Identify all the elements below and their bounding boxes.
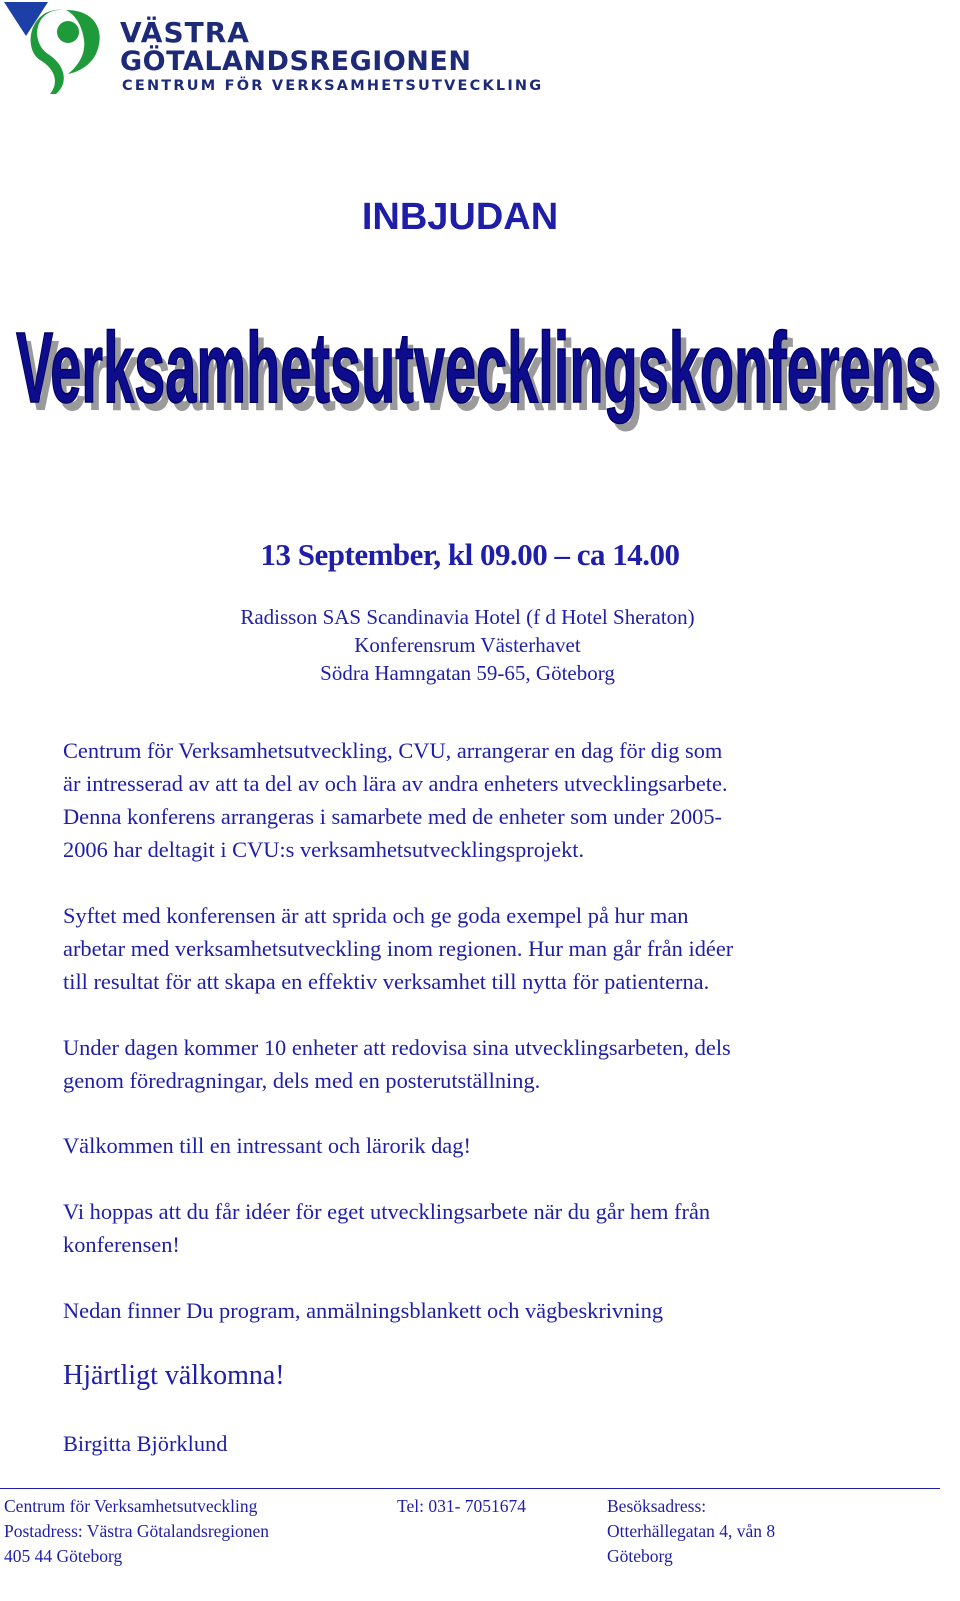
signature: Birgitta Björklund (63, 1431, 228, 1456)
wordart-shadow: Verksamhetsutvecklingskonferens (22, 320, 943, 432)
venue-room: Konferensrum Västerhavet (354, 633, 581, 657)
paragraph-purpose-line: Syftet med konferensen är att sprida och ge goda exempel på hur man (63, 903, 689, 928)
paragraph-agenda-line: Under dagen kommer 10 enheter att redovisa sina utvecklingsarbeten, dels (63, 1035, 731, 1060)
venue-hotel: Radisson SAS Scandinavia Hotel (f d Hotel Sheraton) (240, 605, 695, 629)
paragraph-intro-line: 2006 har deltagit i CVU:s verksamhetsutvecklingsprojekt. (63, 837, 585, 862)
paragraph-intro-line: är intresserad av att ta del av och lära av andra enheters utvecklingsarbete. (63, 771, 728, 796)
paragraph-hope-line: Vi hoppas att du får idéer för eget utvecklingsarbete när du går hem från (63, 1199, 711, 1224)
paragraph-agenda-line: genom föredragningar, dels med en posterutställning. (63, 1068, 541, 1093)
footer-postal-address: Postadress: Västra Götalandsregionen (4, 1521, 270, 1541)
footer-divider (0, 1488, 940, 1489)
conference-wordart-title (0, 280, 960, 490)
footer-phone: Tel: 031- 7051674 (397, 1496, 527, 1516)
footer-visit-label: Besöksadress: (607, 1496, 707, 1516)
paragraph-attachments: Nedan finner Du program, anmälningsblankett och vägbeskrivning (63, 1298, 664, 1323)
logo-line-3: CENTRUM FÖR VERKSAMHETSUTVECKLING (122, 78, 544, 94)
invitation-heading: INBJUDAN (361, 196, 559, 238)
event-date: 13 September, kl 09.00 – ca 14.00 (260, 537, 680, 572)
logo-line-1: VÄSTRA (120, 16, 250, 49)
logo-line-2: GÖTALANDSREGIONEN (120, 46, 472, 77)
footer-postal-city: 405 44 Göteborg (4, 1546, 123, 1566)
venue-address: Södra Hamngatan 59-65, Göteborg (320, 661, 615, 685)
footer-visit-street: Otterhällegatan 4, vån 8 (607, 1521, 776, 1541)
paragraph-purpose-line: till resultat för att skapa en effektiv verksamhet till nytta för patienterna. (63, 969, 710, 994)
vgr-logo (4, 2, 604, 94)
paragraph-intro-line: Denna konferens arrangeras i samarbete med de enheter som under 2005- (63, 804, 723, 829)
greeting: Hjärtligt välkomna! (63, 1360, 285, 1391)
paragraph-purpose-line: arbetar med verksamhetsutveckling inom regionen. Hur man går från idéer (63, 936, 734, 961)
vgr-emblem-icon (4, 2, 119, 94)
paragraph-hope-line: konferensen! (63, 1232, 180, 1257)
paragraph-welcome: Välkommen till en intressant och lärorik dag! (63, 1133, 471, 1158)
paragraph-intro-line: Centrum för Verksamhetsutveckling, CVU, arrangerar en dag för dig som (63, 738, 723, 763)
footer-org-name: Centrum för Verksamhetsutveckling (4, 1496, 258, 1516)
footer-visit-city: Göteborg (607, 1546, 673, 1566)
wordart-text: Verksamhetsutvecklingskonferens (16, 312, 937, 424)
